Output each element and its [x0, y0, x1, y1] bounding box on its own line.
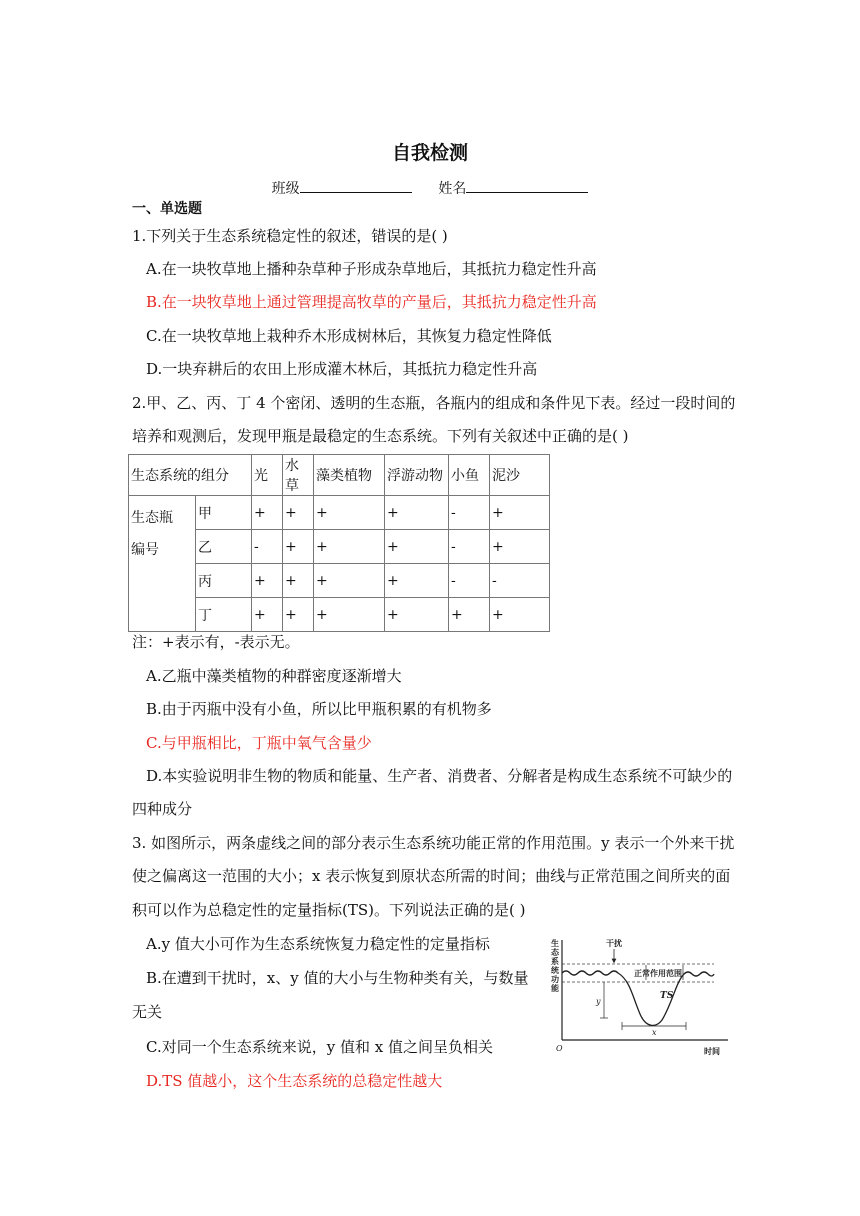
function-curve: [562, 971, 714, 1025]
table-cell: -: [449, 530, 490, 564]
table-cell: -: [490, 564, 550, 598]
q1-option-a: A.在一块牧草地上播种杂草种子形成杂草地后，其抵抗力稳定性升高: [146, 260, 597, 278]
q3-option-a: A.y 值大小可作为生态系统恢复力稳定性的定量指标: [146, 935, 490, 953]
q3-stem-line1: 3. 如图所示，两条虚线之间的部分表示生态系统功能正常的作用范围。y 表示一个外来干扰: [132, 834, 735, 852]
q3-option-c: C.对同一个生态系统来说，y 值和 x 值之间呈负相关: [146, 1038, 493, 1056]
table-cell: +: [252, 496, 283, 530]
ts-label: TS: [660, 991, 674, 1001]
table-cell: +: [283, 598, 314, 632]
row-label: 丙: [196, 564, 252, 598]
q2-option-d: D.本实验说明非生物的物质和能量、生产者、消费者、分解者是构成生态系统不可缺少的: [146, 767, 733, 785]
q3-option-d-answer: D.TS 值越小，这个生态系统的总稳定性越大: [146, 1072, 443, 1090]
name-label: 姓名: [438, 181, 467, 197]
x-measure-label: x: [652, 1028, 657, 1037]
table-cell: +: [490, 530, 550, 564]
y-axis-label-char: 能: [551, 984, 559, 993]
column-header: 水草: [283, 455, 314, 496]
eco-bottle-table: [128, 454, 550, 632]
x-axis-label: 时间: [704, 1047, 720, 1056]
column-header: 浮游动物: [385, 455, 449, 496]
y-axis-label-char: 统: [551, 966, 559, 975]
q3-stem-line3: 积可以作为总稳定性的定量指标(TS)。下列说法正确的是( ): [132, 901, 526, 919]
column-header: 泥沙: [490, 455, 550, 496]
y-axis-label-char: 生: [551, 939, 559, 948]
row-group-header-line1: 生态瓶: [131, 510, 173, 526]
table-cell: +: [385, 598, 449, 632]
table-cell: +: [314, 496, 385, 530]
q2-option-a: A.乙瓶中藻类植物的种群密度逐渐增大: [146, 667, 402, 685]
column-header: 藻类植物: [314, 455, 385, 496]
column-header: 光: [252, 455, 283, 496]
table-cell: +: [314, 530, 385, 564]
table-header-row: [129, 455, 550, 496]
q1-option-c: C.在一块牧草地上栽种乔木形成树林后，其恢复力稳定性降低: [146, 327, 552, 345]
row-label: 丁: [196, 598, 252, 632]
table-cell: -: [449, 496, 490, 530]
row-label: 乙: [196, 530, 252, 564]
y-measure-label: y: [596, 997, 601, 1006]
q2-option-d-continued: 四种成分: [132, 800, 193, 818]
table-cell: -: [252, 530, 283, 564]
section-heading: 一、单选题: [132, 201, 202, 217]
q2-option-b: B.由于丙瓶中没有小鱼，所以比甲瓶积累的有机物多: [146, 700, 492, 718]
student-info: [0, 178, 860, 198]
name-blank[interactable]: [466, 178, 588, 193]
y-axis-label-char: 功: [551, 975, 559, 984]
page-title: 自我检测: [391, 142, 468, 164]
table-cell: +: [449, 598, 490, 632]
q1-option-d: D.一块弃耕后的农田上形成灌木林后，其抵抗力稳定性升高: [146, 360, 538, 378]
class-label: 班级: [271, 181, 300, 197]
table-cell: +: [252, 598, 283, 632]
disturbance-label: 干扰: [606, 939, 622, 948]
q2-note: 注：+表示有，-表示无。: [132, 633, 300, 651]
row-group-header-line2: 编号: [131, 542, 159, 558]
table-cell: +: [283, 564, 314, 598]
table-cell: +: [252, 564, 283, 598]
table-cell: +: [490, 496, 550, 530]
row-group-header: [129, 496, 196, 632]
table-cell: +: [490, 598, 550, 632]
table-cell: +: [283, 496, 314, 530]
normal-range-label: 正常作用范围: [634, 969, 682, 978]
class-blank[interactable]: [300, 178, 412, 193]
stability-graph: [538, 930, 738, 1060]
table-cell: +: [385, 564, 449, 598]
origin-label: O: [556, 1044, 563, 1053]
table-cell: +: [385, 530, 449, 564]
row-label: 甲: [196, 496, 252, 530]
q3-option-b-continued: 无关: [132, 1003, 163, 1021]
table-cell: -: [449, 564, 490, 598]
q3-option-b: B.在遭到干扰时，x、y 值的大小与生物种类有关，与数量: [146, 969, 529, 987]
column-header: 小鱼: [449, 455, 490, 496]
q3-stem-line2: 使之偏离这一范围的大小；x 表示恢复到原状态所需的时间；曲线与正常范围之间所夹的面: [132, 867, 731, 885]
y-axis-label: [551, 938, 562, 993]
q2-option-c-answer: C.与甲瓶相比，丁瓶中氧气含量少: [146, 734, 372, 752]
table-cell: +: [283, 530, 314, 564]
table-cell: +: [385, 496, 449, 530]
table-cell: +: [314, 564, 385, 598]
q1-option-b-answer: B.在一块牧草地上通过管理提高牧草的产量后，其抵抗力稳定性升高: [146, 293, 597, 311]
table-row: [129, 496, 550, 530]
y-axis-label-char: 系: [551, 957, 559, 966]
table-cell: +: [314, 598, 385, 632]
q1-stem: 1.下列关于生态系统稳定性的叙述，错误的是( ): [132, 227, 448, 245]
q2-stem-line1: 2.甲、乙、丙、丁 4 个密闭、透明的生态瓶，各瓶内的组成和条件见下表。经过一段时间的: [132, 394, 736, 412]
table-corner-header: 生态系统的组分: [129, 455, 252, 496]
y-axis-label-char: 态: [551, 948, 559, 957]
q2-stem-line2: 培养和观测后，发现甲瓶是最稳定的生态系统。下列有关叙述中正确的是( ): [132, 427, 629, 445]
